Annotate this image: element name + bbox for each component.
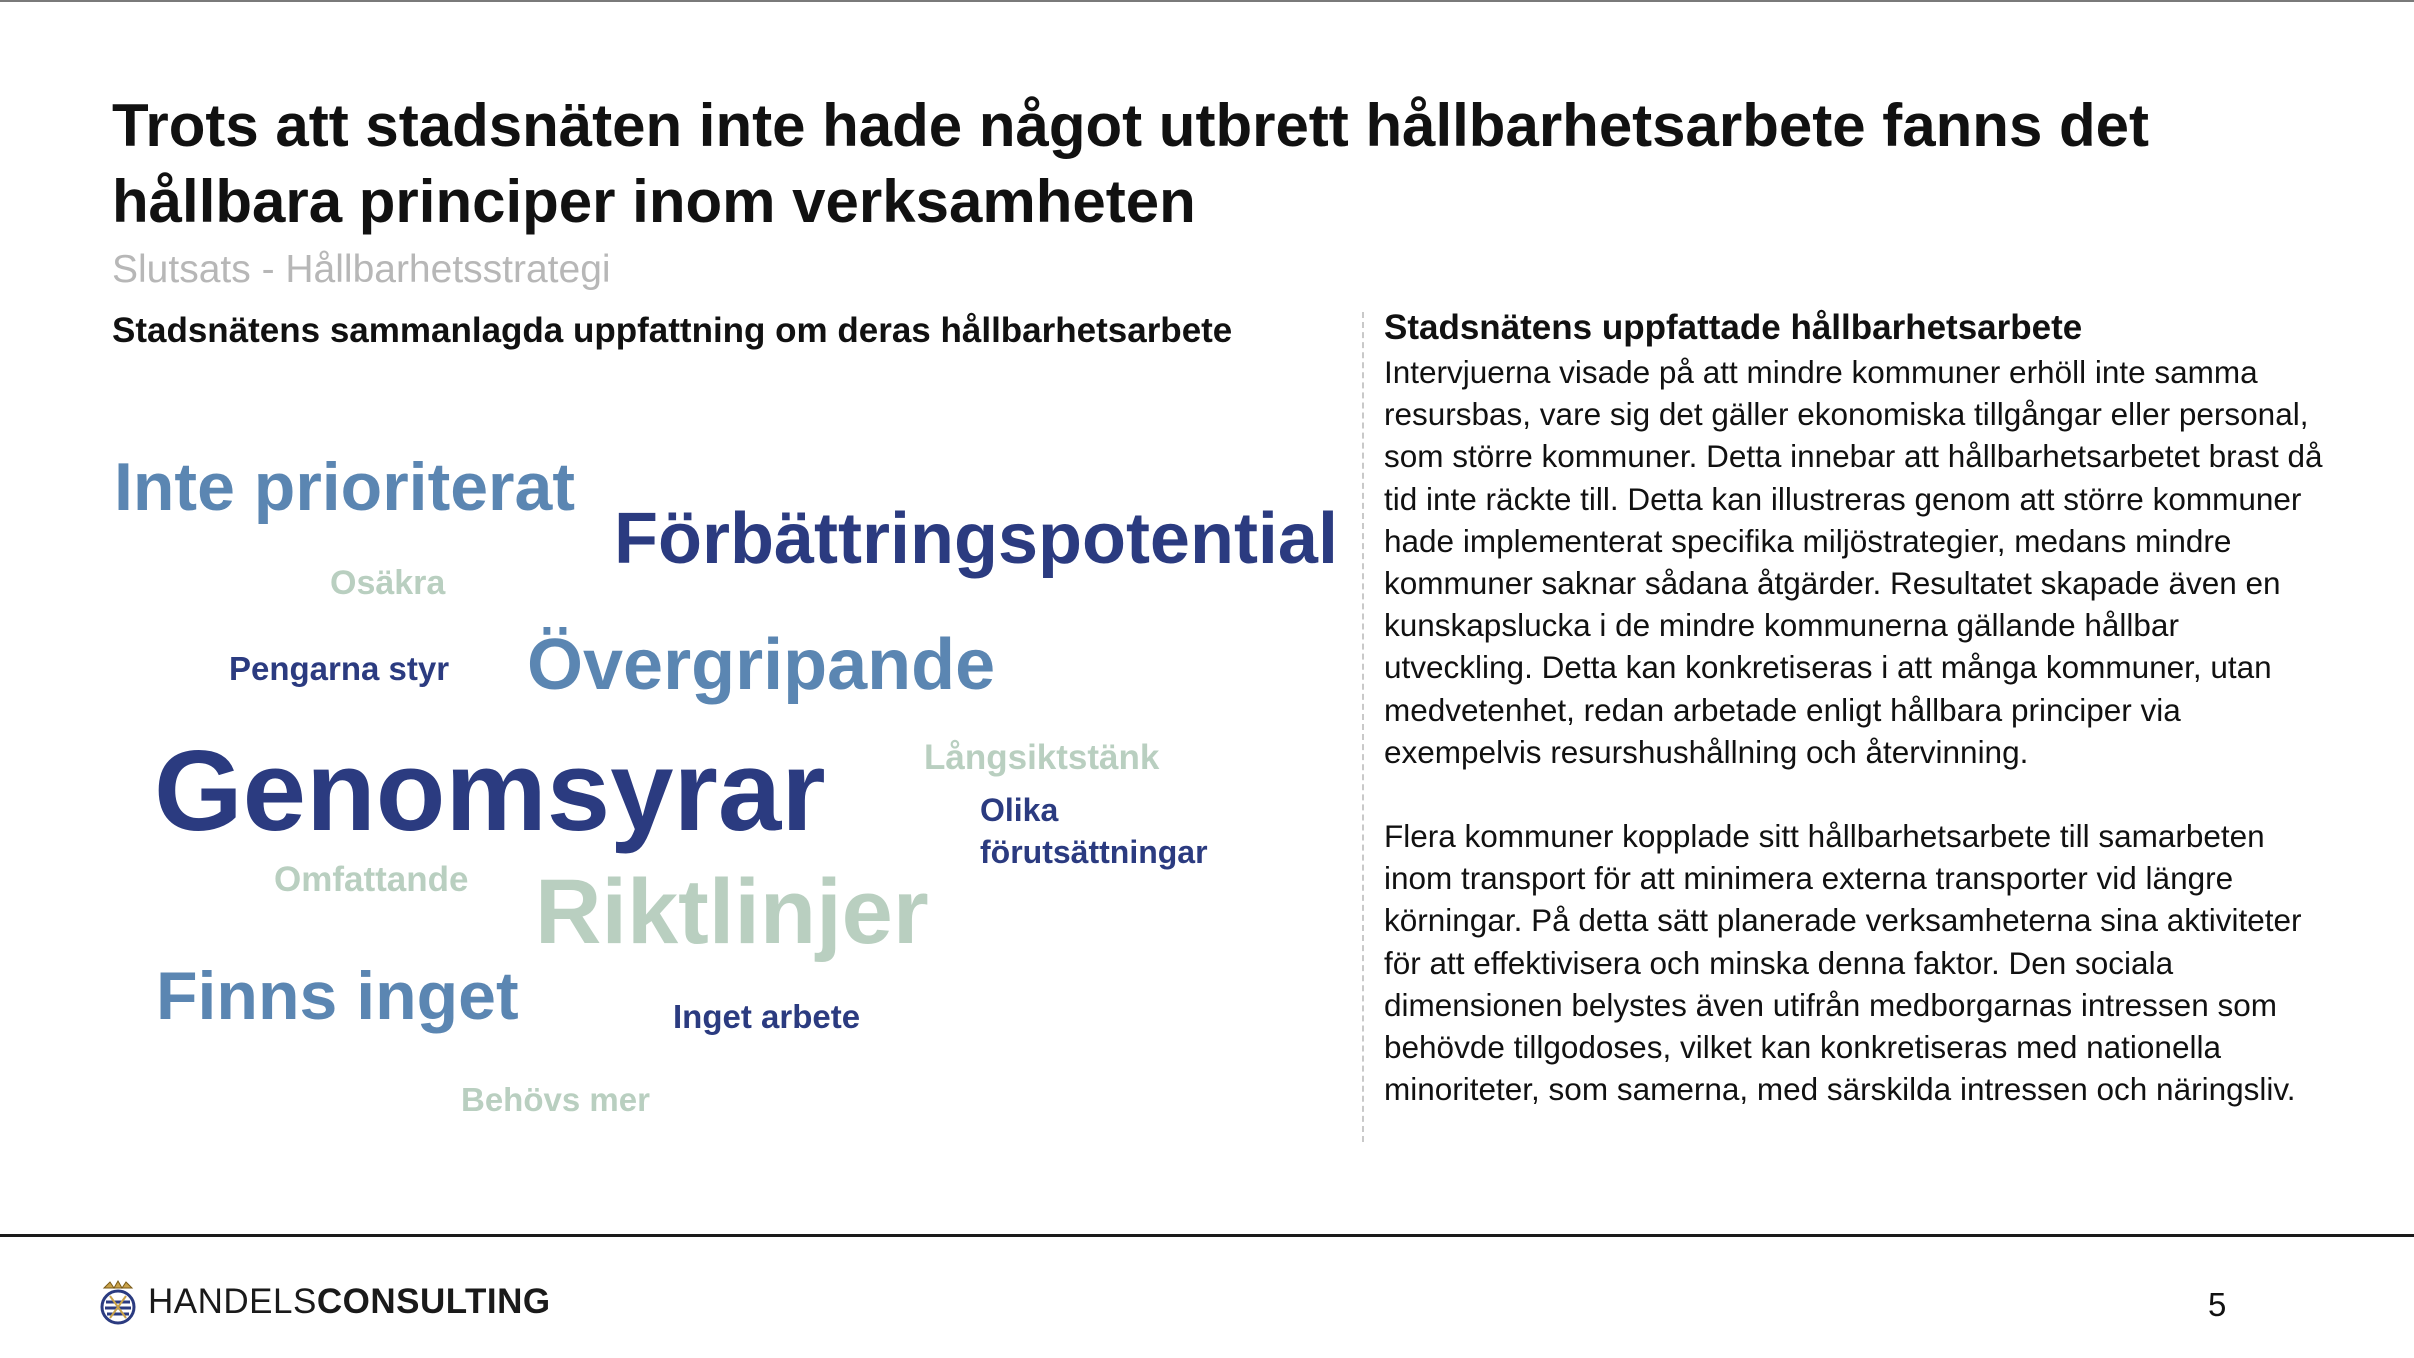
cloud-word-inte-prioriterat: Inte prioriterat	[114, 449, 575, 525]
paragraph-transport: Flera kommuner kopplade sitt hållbarhetsarbete till samarbeten inom transport för att minimera externa transporter vid längre körningar. På detta sätt planerade verksamheterna sina aktiviteter för att effektivisera och minska denna faktor. Den sociala dimensionen belystes även utifrån medborgarnas intressen som behövde tillgodoses, vilket kan konkretiseras med nationella minoriteter, som samerna, med särskilda intressen och näringsliv.	[1384, 818, 2302, 1108]
paragraph-resources: Intervjuerna visade på att mindre kommuner erhöll inte samma resursbas, vare sig det gäller ekonomiska tillgångar eller personal, som större kommuner. Detta innebar att hållbarhetsarbetet brast då tid inte räckte till. Detta kan illustreras genom att större kommuner hade implementerat specifika miljöstrategier, medans mindre kommuner saknar sådana åtgärder. Resultatet skapade även en kunskapslucka i de mindre kommunerna gällande hållbar utveckling. Detta kan konkretiseras i att många kommuner, utan medvetenhet, redan arbetade enligt hållbara principer via exempelvis resurshushållning och återvinning.	[1384, 354, 2323, 770]
column-divider	[1362, 312, 1364, 1142]
top-rule	[0, 0, 2414, 2]
cloud-word-behovs-mer: Behövs mer	[461, 1081, 650, 1118]
section-heading: Stadsnätens uppfattade hållbarhetsarbete	[1384, 308, 2083, 347]
cloud-word-inget-arbete: Inget arbete	[673, 998, 861, 1035]
handelsconsulting-logo	[96, 1274, 551, 1330]
footer-rule	[0, 1234, 2414, 1237]
cloud-word-finns-inget: Finns inget	[156, 958, 519, 1034]
perceived-sustainability-section	[1384, 305, 2324, 1110]
word-cloud-heading: Stadsnätens sammanlagda uppfattning om deras hållbarhetsarbete	[112, 311, 1233, 350]
cloud-word-genomsyrar: Genomsyrar	[154, 728, 826, 855]
cloud-word-riktlinjer: Riktlinjer	[535, 861, 929, 963]
cloud-word-omfattande: Omfattande	[274, 860, 469, 899]
cloud-word-olika-forutsattningar: Olika förutsättningar	[980, 792, 1208, 870]
cloud-word-osakra: Osäkra	[330, 564, 446, 602]
page-number: 5	[2208, 1286, 2227, 1323]
cloud-word-overgripande: Övergripande	[527, 625, 996, 705]
cloud-word-pengarna-styr: Pengarna styr	[229, 650, 450, 687]
cloud-word-forbattringspotential: Förbättringspotential	[614, 499, 1338, 579]
slide-subtitle: Slutsats - Hållbarhetsstrategi	[112, 248, 611, 291]
cloud-word-langsiktstank: Långsiktstänk	[924, 738, 1160, 777]
logo-wordmark: HANDELSCONSULTING	[148, 1282, 551, 1321]
slide-title: Trots att stadsnäten inte hade något utbrett hållbarhetsarbete fanns det hållbara principer inom verksamheten	[112, 92, 2149, 235]
crest-icon	[96, 1278, 140, 1326]
